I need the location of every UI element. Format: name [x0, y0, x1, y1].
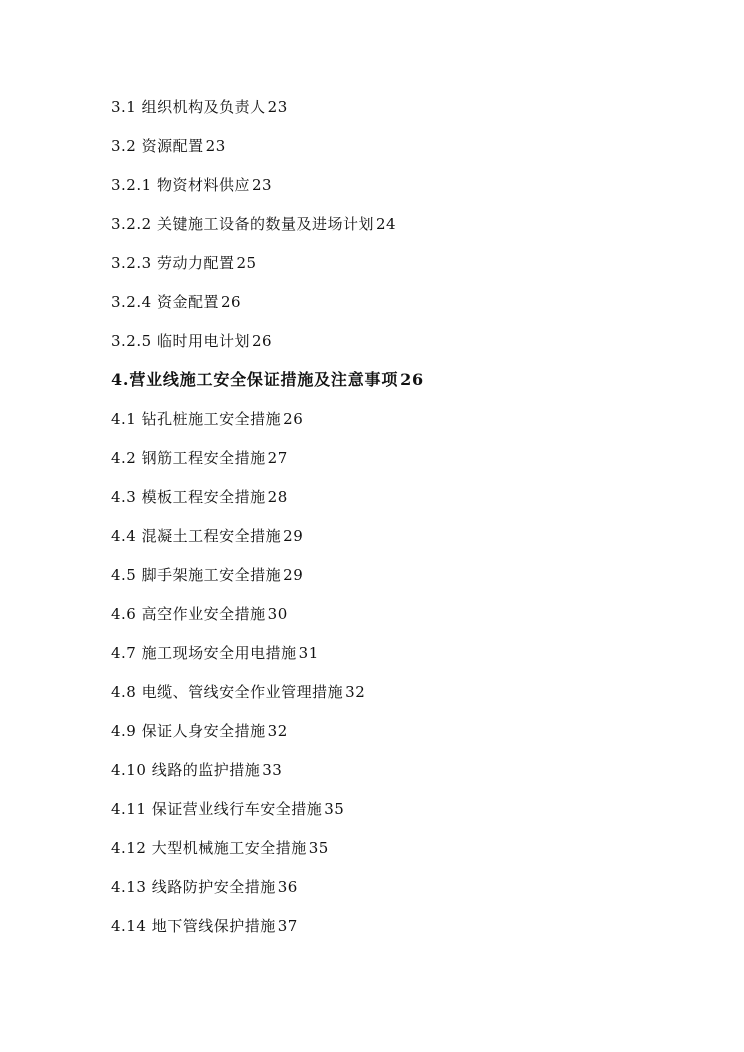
toc-entry-number: 3.2.3: [111, 254, 152, 272]
toc-entry-number: 4.12: [111, 839, 147, 857]
toc-entry-title: 电缆、管线安全作业管理措施: [141, 683, 344, 701]
toc-entry-page: 35: [308, 839, 329, 857]
toc-entry-number: 4.6: [111, 605, 137, 623]
toc-entry-4-11: [111, 796, 711, 835]
toc-entry-4-10: [111, 757, 711, 796]
toc-entry-number: 3.2.2: [111, 215, 152, 233]
toc-entry-title: 模板工程安全措施: [141, 488, 266, 506]
toc-entry-page: 30: [267, 605, 288, 623]
toc-entry-number: 4.14: [111, 917, 147, 935]
toc-entry-4-3: [111, 484, 711, 523]
toc-entry-page: 23: [205, 137, 226, 155]
toc-entry-4-13: [111, 874, 711, 913]
toc-entry-page: 23: [267, 98, 288, 116]
toc-entry-page: 26: [251, 332, 273, 350]
toc-entry-title: 混凝土工程安全措施: [141, 527, 282, 545]
toc-entry-page: 29: [283, 566, 304, 584]
toc-entry-number: 3.2.5: [111, 332, 152, 350]
toc-entry-page: 37: [277, 917, 298, 935]
toc-entry-page: 36: [277, 878, 298, 896]
toc-entry-4-14: [111, 913, 711, 952]
toc-entry-3-2: [111, 133, 711, 172]
toc-entry-title: 保证人身安全措施: [141, 722, 266, 740]
toc-entry-3-2-1: [111, 172, 711, 211]
toc-entry-number: 4.8: [111, 683, 137, 701]
toc-entry-number: 4.2: [111, 449, 137, 467]
toc-entry-number: 3.2.4: [111, 293, 152, 311]
toc-entry-number: 4.11: [111, 800, 147, 818]
toc-entry-3-1: [111, 94, 711, 133]
toc-entry-title: 保证营业线行车安全措施: [151, 800, 323, 818]
toc-entry-4-7: [111, 640, 711, 679]
toc-entry-4-1: [111, 406, 711, 445]
toc-entry-4-6: [111, 601, 711, 640]
toc-entry-title: 钢筋工程安全措施: [141, 449, 266, 467]
toc-entry-title: 线路的监护措施: [151, 761, 261, 779]
toc-entry-title: 组织机构及负责人: [141, 98, 266, 116]
toc-entry-number: 4.3: [111, 488, 137, 506]
toc-entry-page: 27: [267, 449, 288, 467]
toc-entry-number: 3.1: [111, 98, 137, 116]
toc-entry-number: 4.: [111, 370, 130, 389]
toc-entry-title: 资金配置: [156, 293, 219, 311]
toc-entry-title: 脚手架施工安全措施: [141, 566, 282, 584]
toc-entry-page: 29: [283, 527, 304, 545]
toc-entry-title: 线路防护安全措施: [151, 878, 276, 896]
toc-entry-page: 31: [298, 644, 319, 662]
toc-entry-title: 关键施工设备的数量及进场计划: [156, 215, 374, 233]
toc-entry-page: 33: [262, 761, 283, 779]
toc-entry-4-5: [111, 562, 711, 601]
toc-entry-3-2-2: [111, 211, 711, 250]
toc-entry-number: 4.13: [111, 878, 147, 896]
toc-entry-title: 营业线施工安全保证措施及注意事项: [129, 370, 399, 389]
toc-entry-number: 4.10: [111, 761, 147, 779]
toc-entry-4-4: [111, 523, 711, 562]
toc-entry-3-2-4: [111, 289, 711, 328]
toc-section-heading-4: [111, 367, 711, 406]
toc-entry-title: 钻孔桩施工安全措施: [141, 410, 282, 428]
toc-entry-title: 资源配置: [141, 137, 204, 155]
table-of-contents: [111, 94, 711, 952]
toc-entry-title: 施工现场安全用电措施: [141, 644, 297, 662]
toc-entry-page: 26: [283, 410, 304, 428]
toc-entry-page: 35: [324, 800, 345, 818]
toc-entry-title: 地下管线保护措施: [151, 917, 276, 935]
toc-entry-number: 4.1: [111, 410, 137, 428]
toc-entry-number: 4.5: [111, 566, 137, 584]
toc-entry-title: 高空作业安全措施: [141, 605, 266, 623]
toc-entry-number: 4.4: [111, 527, 137, 545]
toc-entry-number: 4.7: [111, 644, 137, 662]
toc-entry-page: 26: [400, 370, 424, 389]
toc-entry-title: 大型机械施工安全措施: [151, 839, 307, 857]
toc-entry-page: 32: [345, 683, 366, 701]
toc-entry-title: 劳动力配置: [156, 254, 235, 272]
toc-entry-number: 3.2: [111, 137, 137, 155]
toc-entry-page: 26: [220, 293, 242, 311]
toc-entry-title: 临时用电计划: [156, 332, 250, 350]
toc-entry-title: 物资材料供应: [156, 176, 250, 194]
toc-entry-4-9: [111, 718, 711, 757]
toc-entry-3-2-3: [111, 250, 711, 289]
toc-entry-page: 24: [375, 215, 397, 233]
toc-entry-4-2: [111, 445, 711, 484]
toc-entry-number: 3.2.1: [111, 176, 152, 194]
toc-entry-4-12: [111, 835, 711, 874]
toc-entry-4-8: [111, 679, 711, 718]
toc-entry-page: 32: [267, 722, 288, 740]
toc-entry-page: 28: [267, 488, 288, 506]
toc-entry-page: 23: [251, 176, 273, 194]
toc-entry-3-2-5: [111, 328, 711, 367]
toc-entry-page: 25: [236, 254, 257, 272]
toc-entry-number: 4.9: [111, 722, 137, 740]
